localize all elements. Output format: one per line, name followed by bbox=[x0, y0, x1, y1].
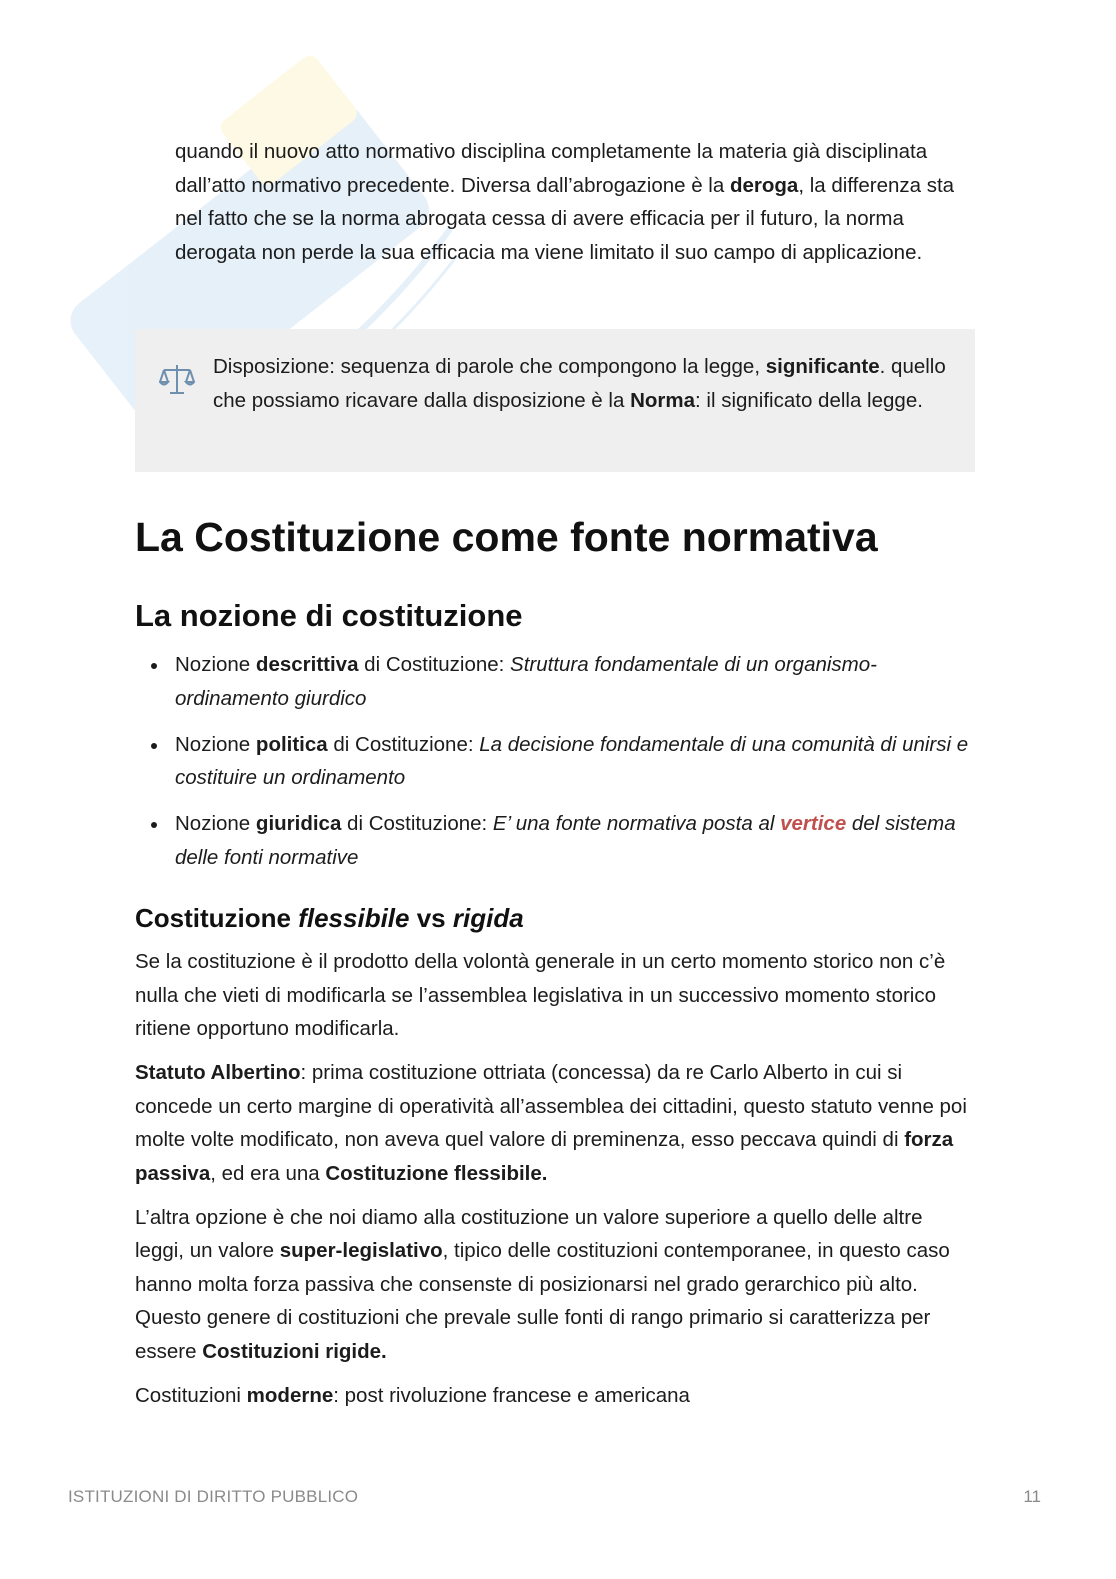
footer-title: ISTITUZIONI DI DIRITTO PUBBLICO bbox=[68, 1487, 359, 1506]
body-text bbox=[135, 945, 975, 1423]
paragraph: Costituzioni moderne: post rivoluzione francese e americana bbox=[135, 1383, 690, 1407]
subsection-heading: La nozione di costituzione bbox=[135, 598, 523, 633]
callout-text: Disposizione: sequenza di parole che compongono la legge, significante. quello che possiamo ricavare dalla disposizione è la Norma: il significato della legge. bbox=[213, 355, 946, 412]
list-item: Nozione descrittiva di Costituzione: Struttura fondamentale di un organismo-ordinamento giurdico bbox=[135, 648, 975, 715]
bullet-icon bbox=[151, 743, 157, 749]
paragraph: Statuto Albertino: prima costituzione ottriata (concessa) da re Carlo Alberto in cui si concede un certo margine di operatività all’assemblea dei cittadini, questo statuto venne poi molte volte modificato, non aveva quel valore di preminenza, esso peccava quindi di forza passiva, ed era una Costituzione flessibile. bbox=[135, 1061, 967, 1185]
scales-icon bbox=[159, 361, 195, 397]
paragraph: L’altra opzione è che noi diamo alla costituzione un valore superiore a quello delle altre leggi, un valore super-legislativo, tipico delle costituzioni contemporanee, in questo caso hanno molta forza passiva che consenste di posizionarsi nel grado gerarchico più alto. Questo genere di costituzioni che prevale sulle fonti di rango primario si caratterizza per essere Costituzioni rigide. bbox=[135, 1205, 950, 1363]
list-item: Nozione politica di Costituzione: La decisione fondamentale di una comunità di unirsi e costituire un ordinamento bbox=[135, 728, 975, 795]
definition-callout bbox=[135, 329, 975, 472]
list-item: Nozione giuridica di Costituzione: E’ una fonte normativa posta al vertice del sistema delle fonti normative bbox=[135, 807, 975, 874]
notions-list bbox=[135, 648, 975, 887]
subsubsection-heading: Costituzione flessibile vs rigida bbox=[135, 903, 524, 933]
intro-paragraph: quando il nuovo atto normativo disciplina completamente la materia già disciplinata dall’atto normativo precedente. Diversa dall’abrogazione è la deroga, la differenza sta nel fatto che se la norma abrogata cessa di avere efficacia per il futuro, la norma derogata non perde la sua efficacia ma viene limitato il suo campo di applicazione. bbox=[175, 140, 955, 264]
section-heading: La Costituzione come fonte normativa bbox=[135, 514, 878, 560]
page-number: 11 bbox=[1023, 1487, 1041, 1506]
bullet-icon bbox=[151, 822, 157, 828]
bullet-icon bbox=[151, 663, 157, 669]
paragraph: Se la costituzione è il prodotto della volontà generale in un certo momento storico non c’è nulla che vieti di modificarla se l’assemblea legislativa in un successivo momento storico ritiene opportuno modificarla. bbox=[135, 950, 946, 1040]
highlight-word: vertice bbox=[780, 812, 847, 835]
